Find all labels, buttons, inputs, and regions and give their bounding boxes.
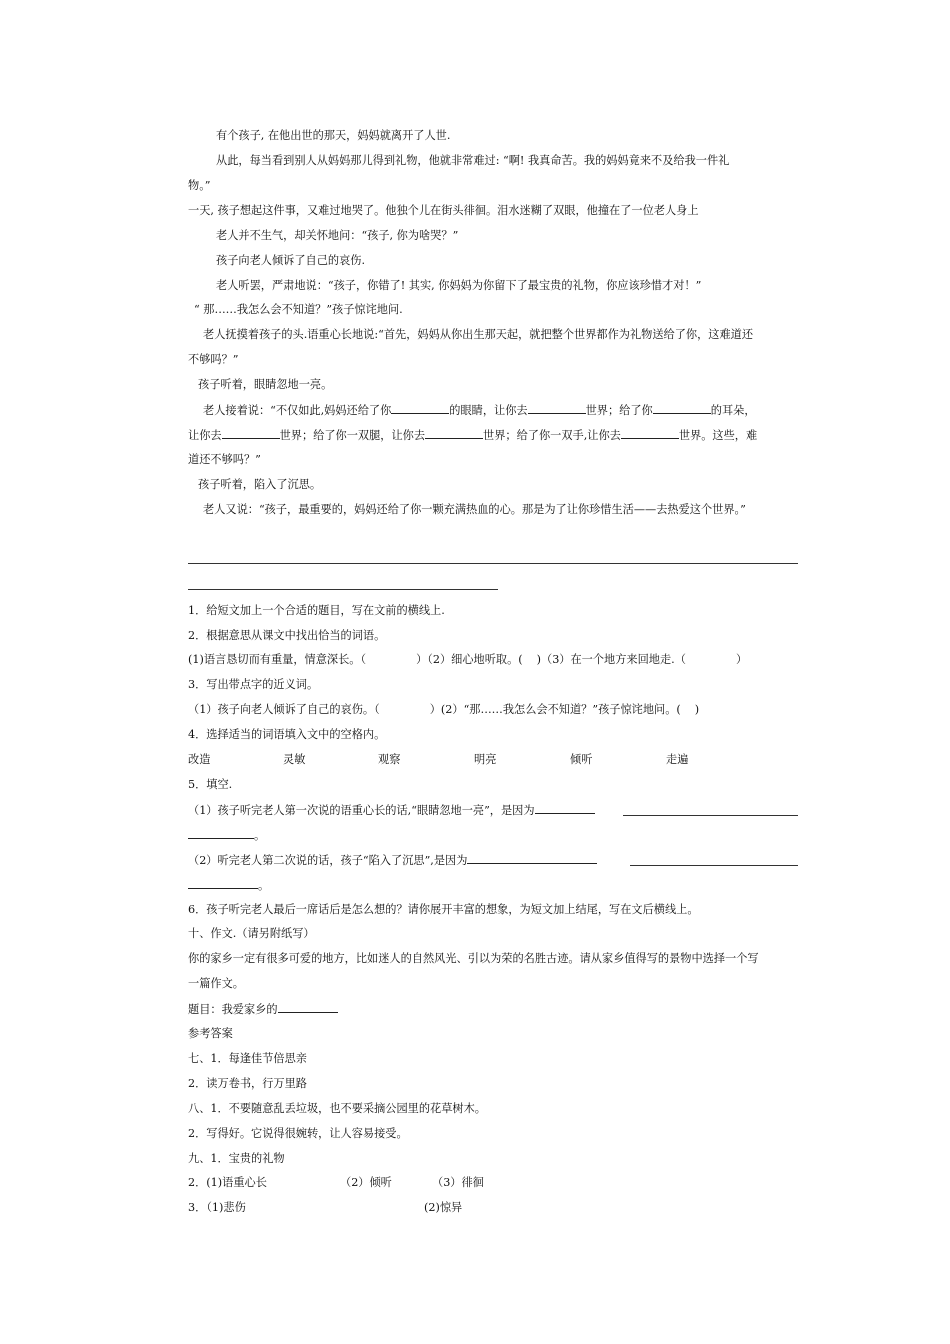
- answer-item: 八、1．不要随意乱丢垃圾，也不要采摘公园里的花草树木。: [188, 1102, 486, 1115]
- word-option: 灵敏: [283, 753, 306, 766]
- story-paragraph-fill: [188, 427, 803, 444]
- text-run: 的耳朵，: [710, 404, 756, 417]
- question-2: 2．根据意思从课文中找出恰当的词语。: [188, 629, 386, 642]
- story-paragraph: 孩子听着，陷入了沉思。: [198, 478, 322, 491]
- question-5-2: [188, 852, 803, 869]
- text-run: ）（2）细心地听取。(: [416, 653, 523, 666]
- story-paragraph: 孩子向老人倾诉了自己的哀伤.: [216, 254, 365, 267]
- answer-item: 九、1．宝贵的礼物: [188, 1152, 285, 1165]
- composition-body-cont: 一篇作文。: [188, 977, 244, 990]
- story-paragraph-cont: 物。”: [188, 179, 211, 192]
- fill-blank[interactable]: [188, 877, 258, 889]
- story-paragraph: 老人并不生气，却关怀地问：“孩子, 你为啥哭？”: [216, 229, 459, 242]
- story-paragraph: 一天, 孩子想起这件事，又难过地哭了。他独个儿在街头徘徊。泪水迷糊了双眼，他撞在了一位老人身上: [188, 204, 699, 217]
- word-option: 改造: [188, 753, 211, 766]
- story-paragraph: 有个孩子, 在他出世的那天，妈妈就离开了人世.: [216, 129, 451, 142]
- question-3-items: [188, 702, 803, 718]
- answer-item: 2．写得好。它说得很婉转，让人容易接受。: [188, 1127, 408, 1140]
- text-run: 世界。这些，难: [678, 429, 758, 442]
- ending-answer-line[interactable]: [188, 589, 498, 590]
- fill-blank[interactable]: [222, 427, 280, 439]
- text-run: 世界；给了你一双手,让你去: [483, 429, 621, 442]
- answer-line[interactable]: [630, 865, 798, 866]
- answer-item: 2．读万卷书，行万里路: [188, 1077, 307, 1090]
- ending-answer-line[interactable]: [188, 563, 798, 564]
- story-paragraph-fill: [203, 402, 818, 419]
- fill-blank[interactable]: [391, 402, 449, 414]
- question-5-1-cont: [188, 827, 803, 844]
- story-paragraph-cont: 道还不够吗？”: [188, 453, 261, 466]
- story-paragraph: 孩子听着，眼睛忽地一亮。: [198, 378, 333, 391]
- composition-body: 你的家乡一定有很多可爱的地方，比如迷人的自然风光、引以为荣的名胜古迹。请从家乡值得写的景物中选择一个写: [188, 952, 759, 965]
- fill-blank[interactable]: [528, 402, 586, 414]
- text-run: 题目：我爱家乡的: [188, 1003, 278, 1016]
- story-paragraph: 老人又说：“孩子，最重要的，妈妈还给了你一颗充满热血的心。那是为了让你珍惜生活——去热爱这个世界。”: [203, 503, 746, 516]
- question-6: 6．孩子听完老人最后一席话后是怎么想的？请你展开丰富的想象，为短文加上结尾，写在文后横线上。: [188, 903, 699, 916]
- question-2-items: [188, 652, 803, 668]
- answer-item: (2)惊异: [424, 1201, 463, 1214]
- word-option: 倾听: [570, 753, 593, 766]
- answer-item: （2）倾听: [340, 1176, 392, 1189]
- answers-heading: 参考答案: [188, 1027, 233, 1040]
- question-5-1: [188, 802, 803, 819]
- fill-blank[interactable]: [653, 402, 711, 414]
- fill-blank[interactable]: [467, 852, 597, 864]
- composition-heading: 十、作文.（请另附纸写）: [188, 927, 315, 940]
- text-run: 世界；给了你: [585, 404, 653, 417]
- word-option: 走遍: [666, 753, 689, 766]
- text-run: （2）听完老人第二次说的话，孩子“陷入了沉思”,是因为: [188, 854, 468, 867]
- fill-blank[interactable]: [425, 427, 483, 439]
- text-run: 老人接着说：“不仅如此,妈妈还给了你: [203, 404, 392, 417]
- text-run: （1）孩子听完老人第一次说的语重心长的话,“眼睛忽地一亮”，是因为: [188, 804, 535, 817]
- composition-title: [188, 1001, 803, 1018]
- text-run: ）(2）“那……我怎么会不知道？”孩子惊诧地问。(: [429, 703, 681, 716]
- story-paragraph: “ 那……我怎么会不知道？”孩子惊诧地问.: [194, 303, 403, 316]
- text-run: )（3）在一个地方来回地走.（: [536, 653, 686, 666]
- question-1: 1．给短文加上一个合适的题目，写在文前的横线上.: [188, 604, 445, 617]
- story-paragraph: 老人抚摸着孩子的头.语重心长地说:“首先，妈妈从你出生那天起，就把整个世界都作为礼物送给了你，这难道还: [203, 328, 754, 341]
- word-option: 观察: [378, 753, 401, 766]
- text-run: 。: [254, 829, 266, 842]
- text-run: 的眼睛，让你去: [449, 404, 528, 417]
- text-run: ): [694, 703, 700, 716]
- story-paragraph: 从此，每当看到别人从妈妈那儿得到礼物，他就非常难过: “啊! 我真命苦。我的妈妈竟来不及给我一件礼: [216, 154, 730, 167]
- story-paragraph: 老人听罢，严肃地说：“孩子，你错了! 其实, 你妈妈为你留下了最宝贵的礼物，你应该珍惜才对！”: [216, 279, 702, 292]
- word-option: 明亮: [474, 753, 497, 766]
- text-run: 让你去: [188, 429, 222, 442]
- answer-item: 2．(1)语重心长: [188, 1176, 267, 1189]
- fill-blank[interactable]: [535, 802, 595, 814]
- question-3: 3．写出带点字的近义词。: [188, 678, 319, 691]
- fill-blank[interactable]: [188, 827, 254, 839]
- fill-blank[interactable]: [621, 427, 679, 439]
- story-paragraph-cont: 不够吗？”: [188, 353, 239, 366]
- answer-line[interactable]: [623, 815, 798, 816]
- text-run: （1）孩子向老人倾诉了自己的哀伤。（: [188, 703, 380, 716]
- answer-item: 3．（1)悲伤: [188, 1201, 246, 1214]
- fill-blank[interactable]: [278, 1001, 338, 1013]
- text-run: ）: [735, 653, 748, 666]
- text-run: 。: [258, 879, 270, 892]
- text-run: (1)语言恳切而有重量，情意深长。（: [188, 653, 367, 666]
- answer-item: （3）徘徊: [432, 1176, 484, 1189]
- question-5: 5．填空.: [188, 778, 233, 791]
- question-4: 4．选择适当的词语填入文中的空格内。: [188, 728, 386, 741]
- answer-item: 七、1．每逢佳节倍思亲: [188, 1052, 307, 1065]
- text-run: 世界；给了你一双腿，让你去: [279, 429, 426, 442]
- question-5-2-cont: [188, 877, 803, 894]
